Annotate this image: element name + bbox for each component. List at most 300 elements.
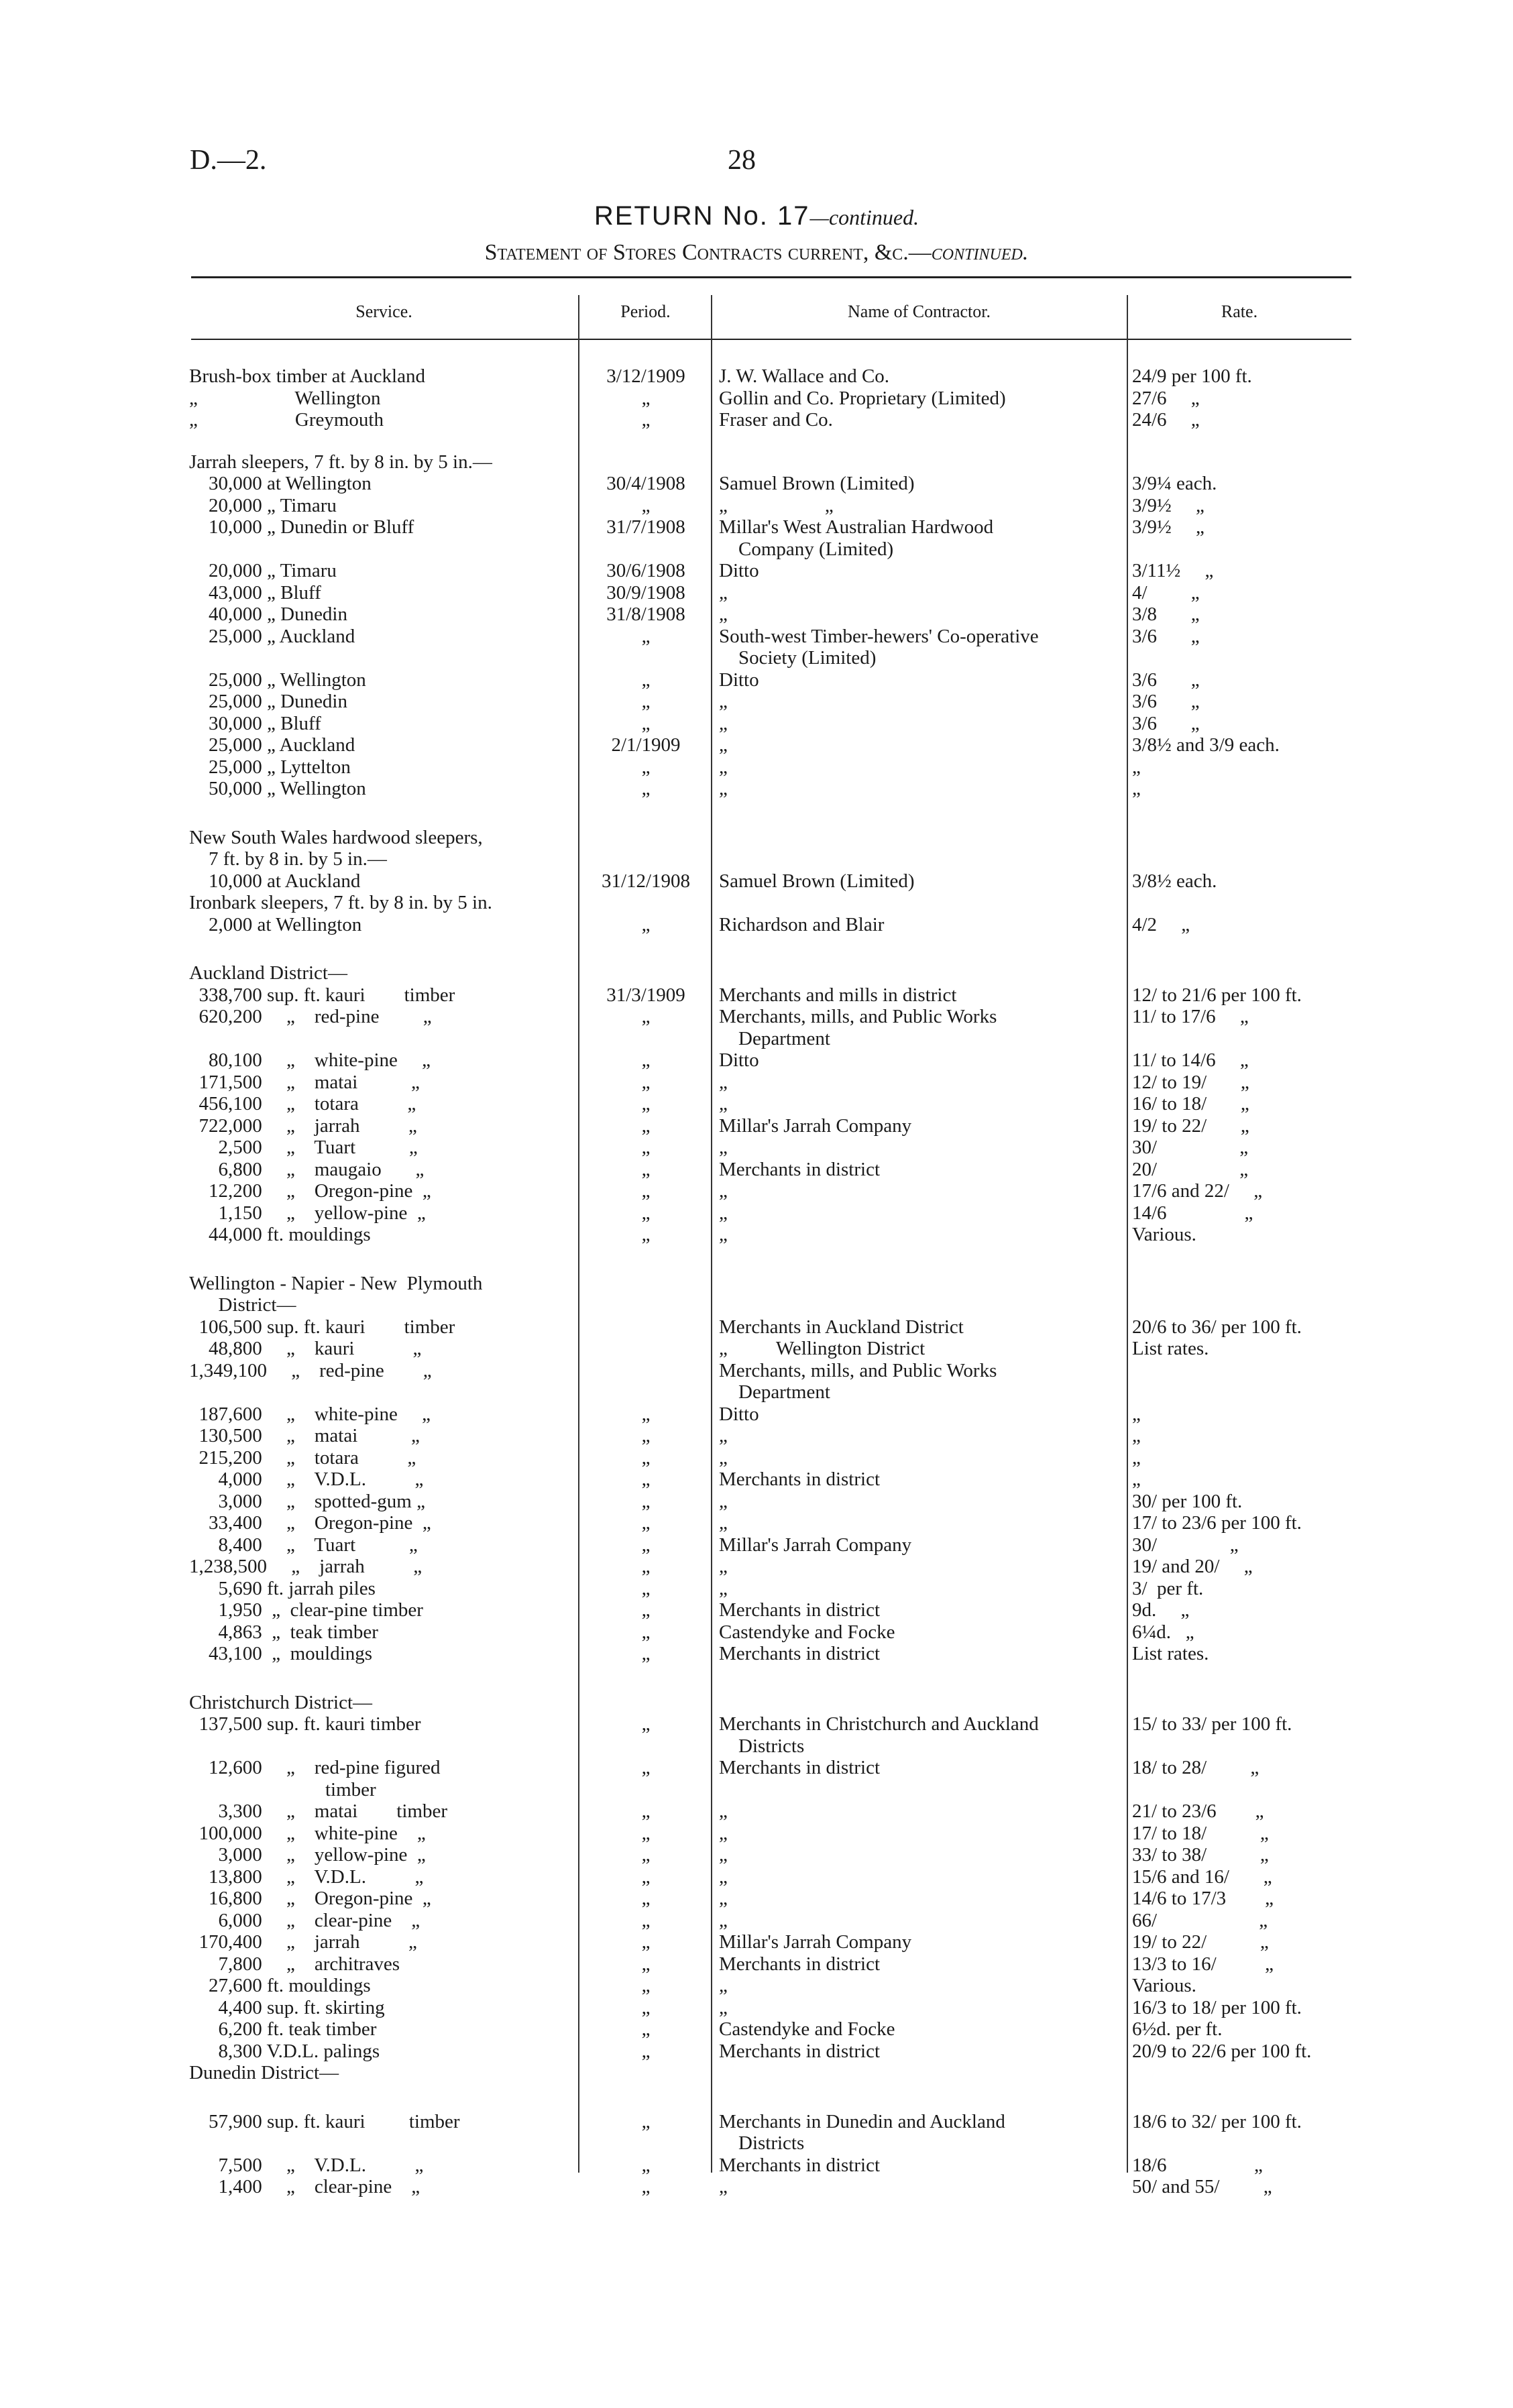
row-contractor — [719, 1779, 1121, 1800]
row-contractor: „ — [719, 734, 728, 756]
row-contractor: Millar's West Australian Hardwood — [719, 516, 994, 538]
row-period — [582, 848, 710, 870]
row-period: „ — [641, 1909, 651, 1931]
row-service — [189, 1381, 578, 1403]
row-contractor: Districts — [719, 2132, 805, 2154]
row-rate: 20/ „ — [1132, 1158, 1249, 1180]
row-service: 25,000 „ Auckland — [189, 625, 355, 647]
row-service: 44,000 ft. mouldings — [189, 1224, 371, 1245]
row-contractor: J. W. Wallace and Co. — [719, 365, 890, 387]
row-period: „ — [641, 1071, 651, 1093]
row-rate: Various. — [1132, 1224, 1196, 1245]
row-period — [582, 2062, 710, 2083]
row-period: „ — [641, 1713, 651, 1735]
row-service: 8,300 V.D.L. palings — [189, 2040, 380, 2062]
row-period — [582, 538, 710, 560]
row-service: 20,000 „ Timaru — [189, 560, 337, 581]
row-rate: 12/ to 21/6 per 100 ft. — [1132, 984, 1302, 1006]
row-service: 171,500 „ matai „ — [189, 1071, 420, 1093]
row-period: „ — [641, 1049, 651, 1071]
row-contractor — [719, 1294, 1121, 1316]
row-contractor: Districts — [719, 1735, 805, 1757]
row-service: 12,200 „ Oregon-pine „ — [189, 1180, 431, 1202]
row-contractor — [719, 848, 1121, 870]
row-contractor: Castendyke and Focke — [719, 2018, 895, 2040]
row-rate: 18/ to 28/ „ — [1132, 1757, 1259, 1778]
row-service: 100,000 „ white-pine „ — [189, 1822, 426, 1844]
row-service: 170,400 „ jarrah „ — [189, 1931, 417, 1953]
row-contractor: Company (Limited) — [719, 538, 894, 560]
row-period: 30/9/1908 — [606, 581, 685, 604]
row-contractor: „ — [719, 1996, 728, 2018]
row-period: „ — [641, 1469, 651, 1490]
row-rate: 14/6 „ — [1132, 1202, 1253, 1224]
page-number: 28 — [728, 145, 756, 176]
row-service — [189, 1735, 578, 1757]
row-period: „ — [641, 1158, 651, 1180]
row-service: 43,000 „ Bluff — [189, 581, 321, 604]
row-period: „ — [641, 1800, 651, 1822]
row-contractor: „ — [719, 1446, 728, 1469]
row-rate — [1132, 1735, 1353, 1757]
row-contractor — [719, 962, 1121, 984]
row-service: Wellington - Napier - New Plymouth — [189, 1272, 483, 1294]
row-service: 4,863 „ teak timber — [189, 1621, 378, 1643]
row-period: 31/12/1908 — [601, 870, 691, 892]
row-contractor: South-west Timber-hewers' Co-operative — [719, 625, 1039, 647]
row-rate: 3/8½ each. — [1132, 870, 1217, 892]
row-service: 6,000 „ clear-pine „ — [189, 1909, 421, 1931]
row-rate: 6½d. per ft. — [1132, 2018, 1223, 2040]
row-rate: List rates. — [1132, 1643, 1209, 1664]
row-rate — [1132, 1360, 1353, 1381]
row-rate: 9d. „ — [1132, 1599, 1190, 1621]
row-contractor: Millar's Jarrah Company — [719, 1931, 912, 1953]
row-period: „ — [641, 1403, 651, 1425]
column-divider-rate — [1127, 295, 1128, 2173]
row-rate: 24/9 per 100 ft. — [1132, 365, 1252, 387]
row-rate: 16/3 to 18/ per 100 ft. — [1132, 1996, 1302, 2018]
row-rate: 12/ to 19/ „ — [1132, 1071, 1249, 1093]
row-rate: 21/ to 23/6 „ — [1132, 1800, 1264, 1822]
row-contractor: Department — [719, 1381, 830, 1403]
row-service: „ Wellington — [189, 387, 381, 409]
row-contractor: „ — [719, 1577, 728, 1599]
row-period: „ — [641, 1006, 651, 1027]
row-contractor: „ — [719, 1224, 728, 1245]
row-period — [582, 1735, 710, 1757]
row-contractor: Department — [719, 1027, 830, 1049]
row-period: „ — [641, 1844, 651, 1866]
row-rate: „ — [1132, 1403, 1141, 1425]
row-service: 40,000 „ Dunedin — [189, 604, 347, 625]
row-contractor: Millar's Jarrah Company — [719, 1534, 912, 1556]
row-period: „ — [641, 2040, 651, 2062]
row-rate — [1132, 827, 1353, 848]
row-rate: 18/6 „ — [1132, 2154, 1263, 2176]
row-service: 3,300 „ matai timber — [189, 1800, 447, 1822]
row-service: 7,500 „ V.D.L. „ — [189, 2154, 424, 2176]
row-service: 80,100 „ white-pine „ — [189, 1049, 431, 1071]
row-period — [582, 1294, 710, 1316]
row-rate: „ — [1132, 1469, 1141, 1490]
row-contractor: Gollin and Co. Proprietary (Limited) — [719, 387, 1006, 409]
row-rate: „ — [1132, 1446, 1141, 1469]
row-rate — [1132, 647, 1353, 669]
row-contractor: „ — [719, 1093, 728, 1114]
row-contractor: „ — [719, 1512, 728, 1534]
row-service: 2,000 at Wellington — [189, 913, 362, 935]
row-service: Jarrah sleepers, 7 ft. by 8 in. by 5 in.— — [189, 451, 492, 473]
row-service: 7,800 „ architraves — [189, 1953, 400, 1975]
row-service: 25,000 „ Wellington — [189, 669, 366, 691]
row-contractor: Merchants in district — [719, 1469, 881, 1490]
row-period: „ — [641, 1888, 651, 1909]
row-service: „ Greymouth — [189, 409, 384, 431]
column-divider-period — [578, 295, 579, 2173]
return-title-suffix: —continued. — [809, 205, 919, 229]
row-contractor: Merchants in Auckland District — [719, 1316, 964, 1338]
row-period: „ — [641, 409, 651, 431]
row-contractor: „ — [719, 604, 728, 625]
row-period: „ — [641, 1757, 651, 1778]
column-header-contractor: Name of Contractor. — [848, 302, 991, 321]
row-contractor — [719, 451, 1121, 473]
row-contractor: Society (Limited) — [719, 647, 877, 669]
row-period: „ — [641, 1224, 651, 1245]
row-service: 43,100 „ mouldings — [189, 1643, 373, 1664]
row-period — [582, 827, 710, 848]
row-rate: 3/8 „ — [1132, 604, 1200, 625]
row-service: 3,000 „ yellow-pine „ — [189, 1844, 426, 1866]
row-period: „ — [641, 2154, 651, 2176]
row-service: 4,000 „ V.D.L. „ — [189, 1469, 424, 1490]
row-period: „ — [641, 1180, 651, 1202]
row-rate — [1132, 451, 1353, 473]
row-service: 187,600 „ white-pine „ — [189, 1403, 431, 1425]
row-contractor: „ — [719, 1822, 728, 1844]
row-contractor — [719, 827, 1121, 848]
row-contractor: „ — [719, 1800, 728, 1822]
row-rate: 3/6 „ — [1132, 712, 1200, 734]
row-rate: 3/6 „ — [1132, 669, 1200, 691]
table-top-rule — [191, 276, 1351, 278]
row-period: „ — [641, 1556, 651, 1577]
row-period: „ — [641, 625, 651, 647]
row-service: 1,150 „ yellow-pine „ — [189, 1202, 426, 1224]
row-period: „ — [641, 1137, 651, 1158]
row-period: 2/1/1909 — [611, 734, 681, 756]
row-rate — [1132, 1028, 1353, 1049]
row-contractor: „ — [719, 1137, 728, 1158]
row-contractor — [719, 892, 1121, 913]
row-rate — [1132, 962, 1353, 984]
row-contractor: Fraser and Co. — [719, 409, 833, 431]
statement-subtitle-text: Statement of Stores Contracts current, &c.— — [484, 240, 932, 265]
row-service: Auckland District— — [189, 962, 347, 984]
row-service: 25,000 „ Dunedin — [189, 691, 347, 712]
row-contractor: Ditto — [719, 669, 759, 691]
row-contractor: „ — [719, 1490, 728, 1512]
row-period: „ — [641, 1866, 651, 1888]
row-rate — [1132, 1692, 1353, 1713]
row-service: 16,800 „ Oregon-pine „ — [189, 1888, 431, 1909]
row-rate: 3/6 „ — [1132, 691, 1200, 712]
row-period — [582, 1316, 710, 1338]
row-service: 7 ft. by 8 in. by 5 in.— — [189, 848, 387, 870]
row-contractor: Merchants in Christchurch and Auckland — [719, 1713, 1039, 1735]
row-rate: 14/6 to 17/3 „ — [1132, 1888, 1274, 1909]
row-contractor: Ditto — [719, 1049, 759, 1071]
row-period: „ — [641, 1093, 651, 1114]
column-header-period: Period. — [620, 302, 671, 321]
row-contractor: Merchants in district — [719, 1757, 881, 1778]
row-contractor: Merchants in district — [719, 2040, 881, 2062]
row-rate: 16/ to 18/ „ — [1132, 1093, 1249, 1114]
row-contractor: Ditto — [719, 1403, 759, 1425]
row-service: 456,100 „ totara „ — [189, 1093, 416, 1114]
row-rate: 30/ „ — [1132, 1534, 1239, 1556]
row-rate: 33/ to 38/ „ — [1132, 1844, 1269, 1866]
row-service: 1,238,500 „ jarrah „ — [189, 1556, 423, 1577]
row-period — [582, 962, 710, 984]
row-period: „ — [641, 494, 651, 516]
row-contractor — [719, 1273, 1121, 1294]
row-contractor: Merchants, mills, and Public Works — [719, 1359, 997, 1381]
row-rate: 3/11½ „ — [1132, 560, 1214, 581]
row-service: 4,400 sup. ft. skirting — [189, 1996, 385, 2018]
row-period: 30/4/1908 — [606, 473, 685, 494]
row-period: 31/3/1909 — [606, 984, 685, 1006]
row-contractor: „ — [719, 756, 728, 778]
row-service: 106,500 sup. ft. kauri timber — [189, 1316, 455, 1338]
row-period: „ — [641, 2176, 651, 2197]
row-rate: 11/ to 14/6 „ — [1132, 1049, 1249, 1071]
row-contractor: „ — [719, 1071, 728, 1093]
row-contractor: Merchants and mills in district — [719, 984, 957, 1006]
row-period — [582, 1338, 710, 1359]
row-period: „ — [641, 756, 651, 778]
row-rate — [1132, 1779, 1353, 1800]
row-period: „ — [641, 1953, 651, 1975]
row-period: „ — [641, 2110, 651, 2132]
row-period: „ — [641, 913, 651, 935]
row-service: 338,700 sup. ft. kauri timber — [189, 984, 455, 1006]
row-period — [582, 1028, 710, 1049]
row-service — [189, 1028, 578, 1049]
row-service: 27,600 ft. mouldings — [189, 1975, 371, 1996]
row-rate: 15/ to 33/ per 100 ft. — [1132, 1713, 1292, 1735]
row-service: 12,600 „ red-pine figured — [189, 1757, 441, 1778]
row-contractor: „ — [719, 2176, 728, 2197]
row-contractor: Richardson and Blair — [719, 913, 885, 935]
row-service: 2,500 „ Tuart „ — [189, 1137, 418, 1158]
row-rate: 3/ per ft. — [1132, 1577, 1204, 1599]
row-service: 1,349,100 „ red-pine „ — [189, 1359, 432, 1381]
return-title-main: RETURN No. 17 — [594, 201, 810, 231]
row-contractor: Merchants, mills, and Public Works — [719, 1006, 997, 1027]
row-rate — [1132, 538, 1353, 560]
row-rate: 19/ to 22/ „ — [1132, 1931, 1269, 1953]
row-service: 57,900 sup. ft. kauri timber — [189, 2110, 460, 2132]
row-contractor — [719, 2062, 1121, 2083]
row-period: „ — [641, 1643, 651, 1664]
row-period: 3/12/1909 — [606, 365, 685, 387]
row-contractor: „ — [719, 712, 728, 734]
row-rate: 11/ to 17/6 „ — [1132, 1006, 1249, 1027]
row-period — [582, 1273, 710, 1294]
row-period: „ — [641, 1996, 651, 2018]
row-period: „ — [641, 1512, 651, 1534]
row-service: 6,200 ft. teak timber — [189, 2018, 377, 2040]
row-rate — [1132, 1381, 1353, 1403]
row-rate: 17/ to 18/ „ — [1132, 1822, 1269, 1844]
column-header-rate: Rate. — [1221, 302, 1258, 321]
row-rate — [1132, 2062, 1353, 2083]
row-service: 6,800 „ maugaio „ — [189, 1158, 425, 1180]
row-period — [582, 892, 710, 913]
row-service: timber — [189, 1778, 376, 1800]
row-rate: 19/ and 20/ „ — [1132, 1556, 1253, 1577]
row-service — [189, 2132, 578, 2154]
row-contractor: „ — [719, 1888, 728, 1909]
row-rate: 66/ „ — [1132, 1909, 1268, 1931]
row-period: 31/7/1908 — [606, 516, 685, 538]
row-contractor: „ — [719, 1975, 728, 1996]
row-service: 3,000 „ spotted-gum „ — [189, 1490, 425, 1512]
row-contractor: „ — [719, 1202, 728, 1224]
row-period — [582, 647, 710, 669]
row-period: „ — [641, 387, 651, 409]
row-contractor: „ — [719, 1556, 728, 1577]
row-service: Brush-box timber at Auckland — [189, 365, 425, 387]
return-title — [0, 201, 1513, 231]
row-period: „ — [641, 712, 651, 734]
row-contractor: „ — [719, 1866, 728, 1888]
row-period — [582, 1381, 710, 1403]
row-rate: 30/ per 100 ft. — [1132, 1490, 1243, 1512]
row-service: District— — [189, 1294, 296, 1316]
row-service: 130,500 „ matai „ — [189, 1425, 420, 1446]
row-contractor — [719, 1692, 1121, 1713]
row-period: „ — [641, 778, 651, 799]
row-rate: 17/ to 23/6 per 100 ft. — [1132, 1512, 1302, 1534]
row-service: 5,690 ft. jarrah piles — [189, 1577, 376, 1599]
row-rate: 15/6 and 16/ „ — [1132, 1866, 1272, 1888]
row-contractor: „ — [719, 581, 728, 604]
row-rate — [1132, 1294, 1353, 1316]
row-period: „ — [641, 1975, 651, 1996]
row-rate: „ — [1132, 1425, 1141, 1446]
row-contractor: „ — [719, 1180, 728, 1202]
row-rate: 19/ to 22/ „ — [1132, 1114, 1249, 1137]
row-rate: 17/6 and 22/ „ — [1132, 1180, 1263, 1202]
row-period — [582, 1692, 710, 1713]
row-contractor: „ — [719, 691, 728, 712]
row-service: 137,500 sup. ft. kauri timber — [189, 1713, 421, 1735]
row-period: „ — [641, 691, 651, 712]
row-contractor: „ Wellington District — [719, 1338, 926, 1359]
row-period: „ — [641, 1446, 651, 1469]
row-contractor: Merchants in district — [719, 2154, 881, 2176]
row-period: 31/8/1908 — [606, 604, 685, 625]
row-rate: 27/6 „ — [1132, 387, 1200, 409]
row-rate — [1132, 2132, 1353, 2154]
row-service: 30,000 at Wellington — [189, 473, 372, 494]
row-rate: „ — [1132, 778, 1141, 799]
row-rate: 20/9 to 22/6 per 100 ft. — [1132, 2040, 1312, 2062]
row-period: „ — [641, 1621, 651, 1643]
row-period: „ — [641, 1599, 651, 1621]
row-period: „ — [641, 669, 651, 691]
row-period — [582, 451, 710, 473]
row-rate — [1132, 848, 1353, 870]
row-contractor: Samuel Brown (Limited) — [719, 870, 915, 892]
row-rate: 3/6 „ — [1132, 625, 1200, 647]
row-period: „ — [641, 1425, 651, 1446]
row-rate — [1132, 1273, 1353, 1294]
column-header-service: Service. — [355, 302, 412, 321]
row-service: 1,950 „ clear-pine timber — [189, 1599, 423, 1621]
row-period: „ — [641, 2018, 651, 2040]
row-service — [189, 538, 578, 560]
row-service: 8,400 „ Tuart „ — [189, 1534, 418, 1556]
row-period: „ — [641, 1202, 651, 1224]
row-rate: 6¼d. „ — [1132, 1621, 1194, 1643]
row-service: 48,800 „ kauri „ — [189, 1338, 422, 1359]
row-period — [582, 2132, 710, 2154]
row-contractor: „ — [719, 1425, 728, 1446]
row-contractor: Merchants in district — [719, 1643, 881, 1664]
row-period: „ — [641, 1114, 651, 1137]
row-period: „ — [641, 1490, 651, 1512]
row-rate: 13/3 to 16/ „ — [1132, 1953, 1274, 1975]
row-contractor: „ — [719, 1909, 728, 1931]
row-contractor: „ — [719, 1844, 728, 1866]
row-contractor: Samuel Brown (Limited) — [719, 473, 915, 494]
row-rate: 18/6 to 32/ per 100 ft. — [1132, 2110, 1302, 2132]
row-service: New South Wales hardwood sleepers, — [189, 826, 483, 848]
row-contractor: „ — [719, 778, 728, 799]
row-service: Christchurch District— — [189, 1691, 373, 1713]
statement-subtitle — [0, 240, 1513, 266]
row-service: Ironbark sleepers, 7 ft. by 8 in. by 5 in. — [189, 892, 492, 913]
row-service: 10,000 „ Dunedin or Bluff — [189, 516, 414, 538]
row-period — [582, 1779, 710, 1800]
row-rate: List rates. — [1132, 1338, 1209, 1359]
row-rate: 50/ and 55/ „ — [1132, 2176, 1272, 2197]
row-service: 30,000 „ Bluff — [189, 712, 321, 734]
row-service: 722,000 „ jarrah „ — [189, 1114, 417, 1137]
row-rate: 4/ „ — [1132, 581, 1200, 604]
row-service: 25,000 „ Lyttelton — [189, 756, 351, 778]
row-contractor: Ditto — [719, 560, 759, 581]
statement-subtitle-suffix: continued. — [931, 240, 1029, 265]
row-period: „ — [641, 1931, 651, 1953]
row-rate: 3/9½ „ — [1132, 494, 1204, 516]
row-contractor: „ „ — [719, 494, 834, 516]
row-rate: 3/8½ and 3/9 each. — [1132, 734, 1280, 756]
row-service: Dunedin District— — [189, 2062, 339, 2083]
row-contractor: Merchants in district — [719, 1953, 881, 1975]
row-period — [582, 1360, 710, 1381]
column-divider-contractor — [711, 295, 712, 2173]
row-rate: 4/2 „ — [1132, 913, 1190, 935]
row-contractor: Merchants in district — [719, 1158, 881, 1180]
row-service: 10,000 at Auckland — [189, 870, 361, 892]
table-header-rule — [191, 339, 1351, 340]
row-service: 20,000 „ Timaru — [189, 494, 337, 516]
